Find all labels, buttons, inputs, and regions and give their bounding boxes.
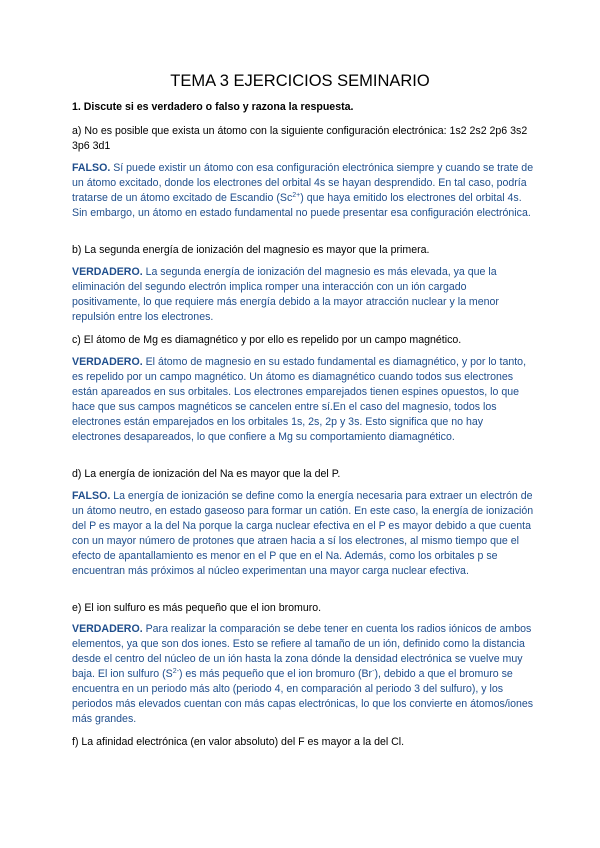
verdict-d: FALSO.	[72, 490, 111, 502]
answer-d	[72, 489, 534, 579]
verdict-a: FALSO.	[72, 162, 111, 174]
answer-c	[72, 355, 534, 445]
question-b: b) La segunda energía de ionización del magnesio es mayor que la primera.	[72, 244, 430, 256]
question-d: d) La energía de ionización del Na es mayor que la del P.	[72, 468, 341, 480]
question-1-heading: 1. Discute si es verdadero o falso y razona la respuesta.	[72, 101, 354, 113]
page-title: TEMA 3 EJERCICIOS SEMINARIO	[170, 72, 430, 90]
question-f: f) La afinidad electrónica (en valor absoluto) del F es mayor a la del Cl.	[72, 736, 405, 748]
answer-b	[72, 265, 534, 325]
answer-e-superscript-2: -	[372, 668, 375, 675]
answer-b-text: La segunda energía de ionización del magnesio es más elevada, ya que la eliminación del segundo electrón implica romper una interacción con un ión cargado positivamente, lo que requiere más energía debido a la mayor atracción nuclear y la menor repulsión entre los electrones.	[72, 266, 499, 323]
answer-d-text: La energía de ionización se define como la energía necesaria para extraer un electrón de un átomo neutro, en estado gaseoso para formar un catión. En este caso, la energía de ionización del P es mayor a la del Na porque la carga nuclear efectiva en el P es mayor debido a que cuenta con un mayor número de protones que atraen hacia a sí los electrones, al mismo tiempo que el efecto de apantallamiento es menor en el P que en el Na. Además, como los orbitales p se encuentran más próximos al núcleo experimentan una mayor carga nuclear efectiva.	[72, 490, 534, 577]
verdict-c: VERDADERO.	[72, 356, 143, 368]
answer-a	[72, 161, 534, 221]
answer-e-text-1: Para realizar la comparación se debe tener en cuenta los radios iónicos de ambos elementos, ya que son dos iones. Esto se refiere al tamaño de un ión, definido como la distancia desde el centro del núcleo de un ión hasta la zona dónde la densidad electrónica se vuelve muy baja. El ion sulfuro (S	[72, 623, 532, 680]
answer-a-text-2: ) que haya emitido los electrones del orbital 4s. Sin embargo, un átomo en estado fundamental no puede presentar esa configuración electrónica.	[72, 192, 531, 219]
answer-e-text-2: ) es más pequeño que el ion bromuro (Br	[178, 668, 373, 680]
answer-a-superscript: 2+	[292, 192, 301, 199]
verdict-e: VERDADERO.	[72, 623, 143, 635]
answer-e-superscript-1: 2-	[172, 668, 179, 675]
answer-a-text-1: Sí puede existir un átomo con esa configuración electrónica siempre y cuando se trate de un átomo excitado, donde los electrones del orbital 4s se hayan desprendido. En tal caso, podría tratarse de un átomo excitado de Escandio (Sc	[72, 162, 534, 204]
answer-c-text: El átomo de magnesio en su estado fundamental es diamagnético, y por lo tanto, es repelido por un campo magnético. Un átomo es diamagnético cuando todos sus electrones están apareados en sus orbitales. Los electrones emparejados tienen espines opuestos, lo que hace que sus campos magnéticos se cancelen entre sí.En el caso del magnesio, todos los electrones están emparejados en los orbitales 1s, 2s, 2p y 3s. Esto significa que no hay electrones desapareados, lo que confiere a Mg su comportamiento diamagnético.	[72, 356, 527, 443]
verdict-b: VERDADERO.	[72, 266, 143, 278]
answer-e-text-3: ), debido a que el bromuro se encuentra en un periodo más alto (periodo 4, en comparación al periodo 3 del sulfuro), y los periodos más elevados cuentan con más capas electrónicas, lo que los convierte en átomos/iones más grandes.	[72, 668, 534, 725]
question-a: a) No es posible que exista un átomo con la siguiente configuración electrónica: 1s2 2s2 2p6 3s2 3p6 3d1	[72, 125, 528, 152]
question-e: e) El ion sulfuro es más pequeño que el ion bromuro.	[72, 602, 322, 614]
question-c: c) El átomo de Mg es diamagnético y por ello es repelido por un campo magnético.	[72, 334, 462, 346]
answer-e	[72, 622, 534, 727]
